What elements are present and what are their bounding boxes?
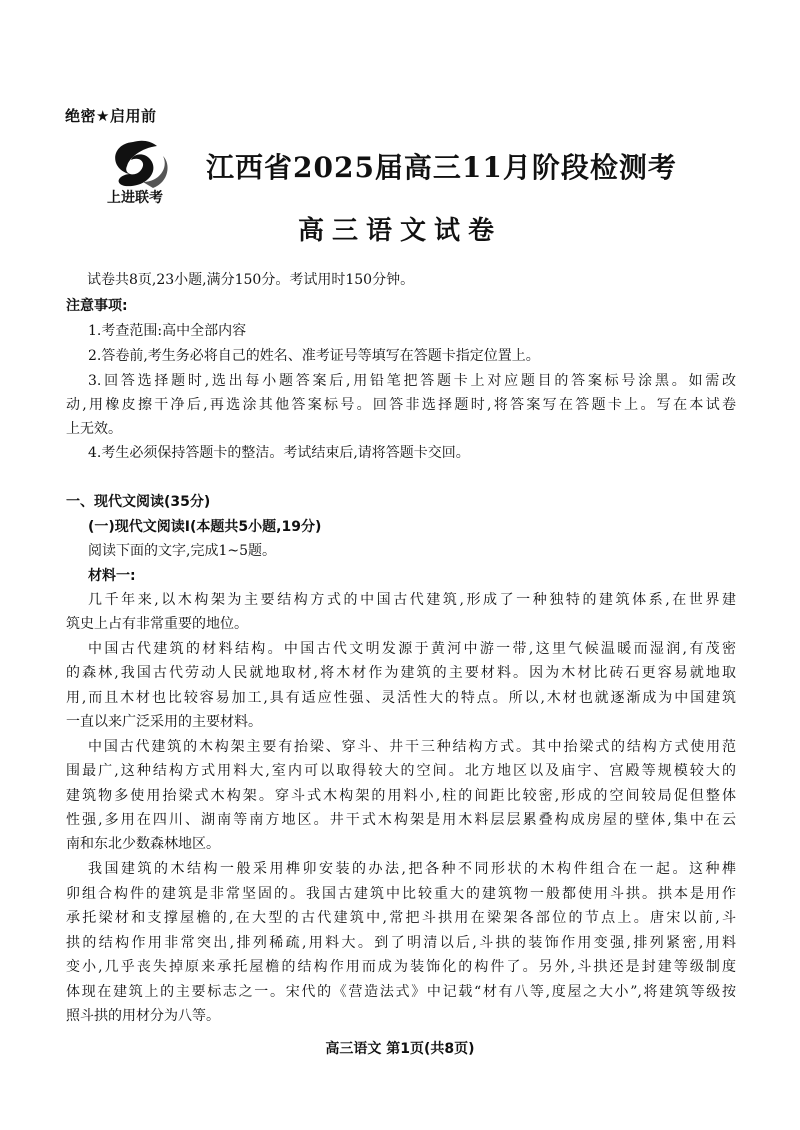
passage-line: 建筑物多使用抬梁式木构架。穿斗式木构架的用料小,柱的间距比较密,形成的空间较局促但整体	[66, 788, 736, 804]
passage-line: 体现在建筑上的主要标志之一。宋代的《营造法式》中记载“材有八等,度屋之大小”,将建筑等级按	[66, 984, 736, 1000]
passage-line: 变小,几乎丧失掉原来承托屋檐的结构作用而成为装饰化的构件了。另外,斗拱还是封建等级制度	[66, 959, 736, 975]
passage-line: 用,而且木材也比较容易加工,具有适应性强、灵活性大的特点。所以,木材也就逐渐成为中国建筑	[66, 690, 736, 706]
material-label: 材料一:	[88, 568, 136, 584]
passage-line: 照斗拱的用材分为八等。	[66, 1008, 220, 1024]
passage-line: 我国建筑的木结构一般采用榫卯安装的办法,把各种不同形状的木构件组合在一起。这种榫	[88, 861, 736, 877]
passage-line: 承托梁材和支撑屋檐的,在大型的古代建筑中,常把斗拱用在梁架各部位的节点上。唐宋以前,斗	[66, 910, 736, 926]
passage-line: 拱的结构作用非常突出,排列稀疏,用料大。到了明清以后,斗拱的装饰作用变强,排列紧密,用料	[66, 935, 736, 951]
passage-line: 几千年来,以木构架为主要结构方式的中国古代建筑,形成了一种独特的建筑体系,在世界建	[88, 592, 736, 608]
note-item-continued: 动,用橡皮擦干净后,再选涂其他答案标号。回答非选择题时,将答案写在答题卡上。写在本试卷	[66, 397, 736, 413]
notes-heading: 注意事项:	[66, 298, 128, 314]
sub-section-heading: (一)现代文阅读Ⅰ(本题共5小题,19分)	[88, 519, 322, 535]
exam-info: 试卷共8页,23小题,满分150分。考试用时150分钟。	[87, 272, 415, 288]
note-item: 4.考生必须保持答题卡的整洁。考试结束后,请将答题卡交回。	[88, 445, 470, 461]
passage-line: 一直以来广泛采用的主要材料。	[66, 714, 262, 730]
passage-line: 围最广,这种结构方式用料大,室内可以取得较大的空间。北方地区以及庙宇、宫殿等规模较大的	[66, 763, 736, 779]
section-heading: 一、现代文阅读(35分)	[66, 494, 211, 510]
page-footer: 高三语文 第1页(共8页)	[325, 1041, 475, 1057]
exam-title: 江西省2025届高三11月阶段检测考	[206, 151, 677, 184]
passage-line: 性强,多用在四川、湖南等南方地区。井干式木构架是用木料层层累叠构成房屋的壁体,集中在云	[66, 812, 736, 828]
passage-line: 卯组合构件的建筑是非常坚固的。我国古建筑中比较重大的建筑物一般都使用斗拱。拱本是用作	[66, 886, 736, 902]
passage-line: 中国古代建筑的木构架主要有抬梁、穿斗、井干三种结构方式。其中抬梁式的结构方式使用范	[88, 739, 736, 755]
note-item: 3.回答选择题时,选出每小题答案后,用铅笔把答题卡上对应题目的答案标号涂黑。如需改	[88, 373, 736, 389]
note-item: 2.答卷前,考生务必将自己的姓名、准考证号等填写在答题卡指定位置上。	[88, 348, 540, 364]
note-item: 1.考查范围:高中全部内容	[88, 323, 247, 339]
passage-line: 筑史上占有非常重要的地位。	[66, 616, 248, 632]
exam-logo	[103, 138, 199, 206]
subject-title: 高三语文试卷	[297, 216, 502, 246]
passage-line: 中国古代建筑的材料结构。中国古代文明发源于黄河中游一带,这里气候温暖而湿润,有茂密	[88, 641, 736, 657]
confidential-label: 绝密★启用前	[65, 107, 157, 125]
passage-line: 的森林,我国古代劳动人民就地取材,将木材作为建筑的主要材料。因为木材比砖石更容易就地取	[66, 665, 736, 681]
passage-line: 南和东北少数森林地区。	[66, 836, 220, 852]
note-item-continued: 上无效。	[66, 421, 122, 437]
instruction: 阅读下面的文字,完成1~5题。	[88, 543, 276, 559]
logo-swoosh-icon	[103, 138, 199, 206]
logo-text: 上进联考	[107, 190, 163, 206]
